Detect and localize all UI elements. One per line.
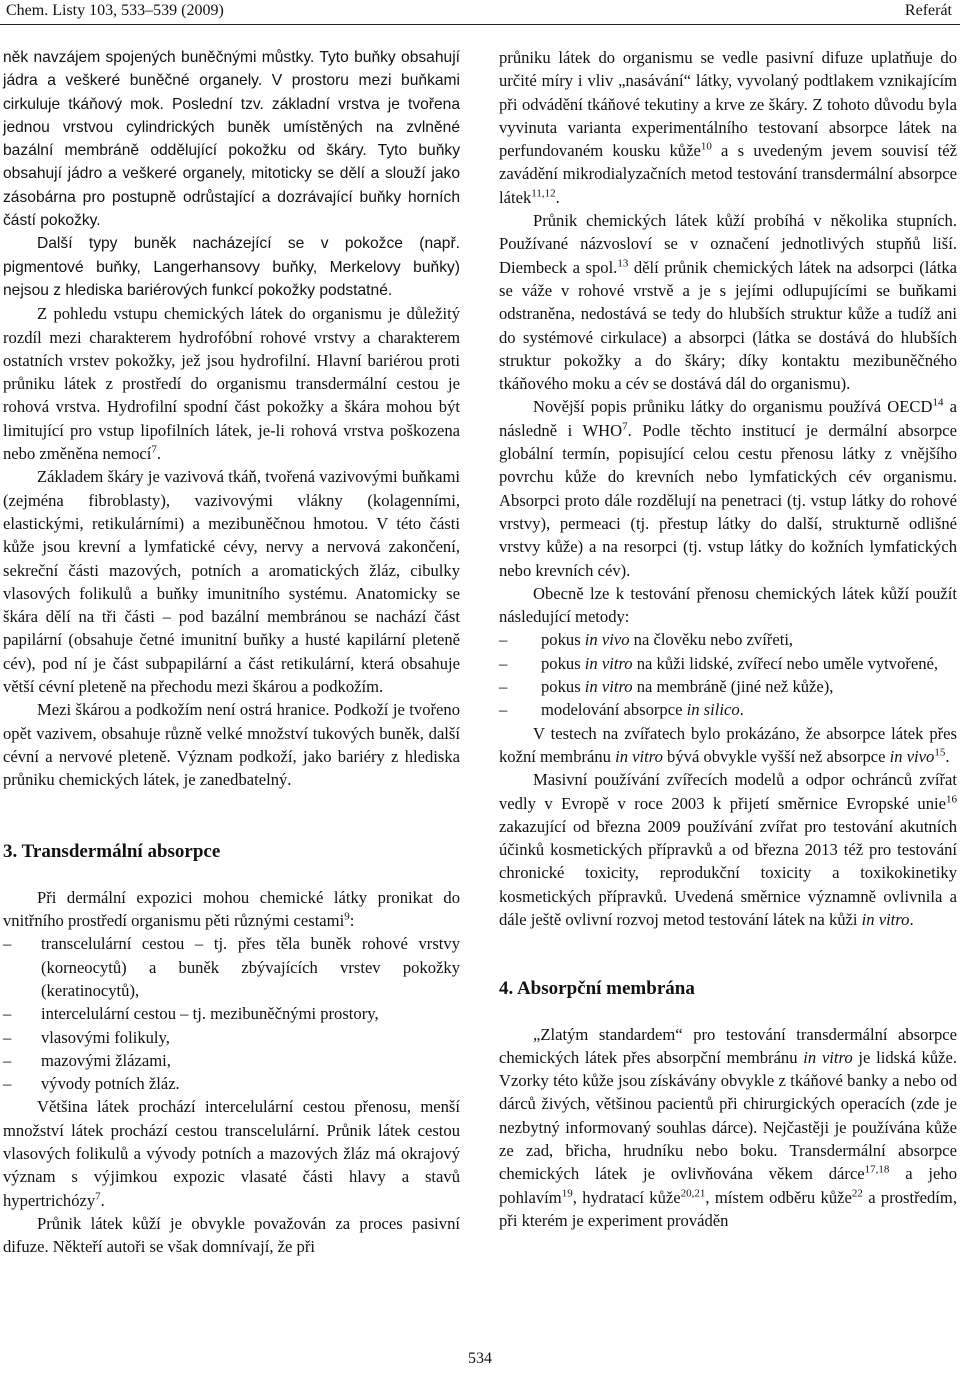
right-column <box>499 46 957 1232</box>
paragraph: Z pohledu vstupu chemických látek do organismu je důležitý rozdíl mezi charakterem hydrofóbní rohové vrstvy a charakterem ostatních vrstev pokožky, jež jsou hydrofilní. Hlavní bariérou proti průniku látek z prostředí do organismu transdermální cestou je rohová vrstva. Hydrofilní spodní část pokožky a škára mohou být limitující pro vstup lipofilních látek, je-li rohová vrstva poškozena nebo změněna nemocí$^7$. <box>3 304 460 464</box>
citation-ref: 7 <box>95 1190 101 1203</box>
page-header <box>0 0 960 22</box>
citation-ref: 14 <box>932 396 944 409</box>
list-item: – pokus in vitro na kůži lidské, zvířecí nebo uměle vytvořené, <box>499 652 957 675</box>
journal-citation: Chem. Listy 103, 533–539 (2009) <box>6 2 224 19</box>
citation-ref: 19 <box>561 1187 573 1200</box>
paragraph: „Zlatým standardem“ pro testování transdermální absorpce chemických látek přes absorpční membránu in vitro je lidská kůže. Vzorky této kůže jsou získávány obvykle z tkáňové banky a nebo od dárců živých, většinou pacientů při chirurgických operacích (zde je nezbytný informovaný souhlas dárce). Nejčastěji je používána kůže ze zad, břicha, hrudníku nebo boku. Transdermální absorpce chemických látek je ovlivňována věkem dárce$^{17,18}$ a jeho pohlavím$^{19}$, hydratací kůže$^{20,21}$, místem odběru kůže$^{22}$ a prostředím, při kterém je experiment prováděn <box>499 1024 958 1230</box>
paragraph: něk navzájem spojených buněčnými můstky. Tyto buňky obsahují jádra a veškeré buněčné organely. V prostoru mezi buňkami cirkuluje tkáňový mok. Poslední tzv. základní vrstva je tvořena jednou vrstvou cylindrických buněk umístěných na zvlněné bazální membráně oddělující pokožku od škáry. Tyto buňky obsahují jádro a veškeré organely, mitoticky se dělí a slouží jako zásobárna pro postupně odrůstající a dozrávající buňky horních částí pokožky. <box>3 49 460 230</box>
citation-ref: 11,12 <box>531 187 556 200</box>
paragraph: Základem škáry je vazivová tkáň, tvořená vazivovými buňkami (zejména fibroblasty), vazivovými vlákny (kolagenními, elastickými, retikulárními) a mezibuněčnou hmotou. V této části kůže jsou krevní a lymfatické cévy, nervy a nervová zakončení, sekreční části mazových, potních a aromatických žláz, cibulky vlasových folikulů a buňky imunitního systému. Anatomicky se škára dělí na tři části – pod bazální membránou se nachází část papilární (obsahuje četné imunitní buňky a husté kapilární pleteně cév), pod ní je část subpapilární a část retikulární, která obsahuje větší cévní pleteně na přechodu mezi škárou a podkožím. <box>3 467 460 697</box>
routes-list <box>3 932 460 1095</box>
paragraph: Další typy buněk nacházející se v pokožce (např. pigmentové buňky, Langerhansovy buňky, Merkelovy buňky) nejsou z hlediska bariérových funkcí pokožky podstatné. <box>3 235 460 299</box>
list-item: – intercelulární cestou – tj. mezibuněčnými prostory, <box>3 1002 460 1025</box>
section-heading-4: 4. Absorpční membrána <box>499 978 695 1000</box>
list-item: – vývody potních žláz. <box>3 1072 460 1095</box>
citation-ref: 20,21 <box>680 1187 706 1200</box>
article-type: Referát <box>904 2 952 19</box>
citation-ref: 22 <box>851 1187 863 1200</box>
list-item: – pokus in vitro na membráně (jiné než kůže), <box>499 675 957 698</box>
paragraph: Novější popis průniku látky do organismu používá OECD$^{14}$ a následně i WHO$^7$. Podle těchto institucí je dermální absorpce globální termín, popisující celou cestu přenosu látky z vnějšího povrchu kůže do krevních nebo lymfatických cév organismu. Absorpci proto dále rozdělují na penetraci (tj. vstup látky do rohové vrstvy), permeaci (tj. přestup látky do další, strukturně odlišné vrstvy kůže) a na resorpci (tj. vstup látky do kožních lymfatických nebo krevních cév). <box>499 396 957 580</box>
paragraph: Většina látek prochází intercelulární cestou přenosu, menší množství látek prochází cestou transcelulární. Průnik látek cestou vlasových folikulů a vývody potních a mazových žláz má okrajový význam s výjimkou expozic vlasaté části hlavy a stavů hypertrichózy$^7$. <box>3 1097 460 1210</box>
paragraph: průniku látek do organismu se vedle pasivní difuze uplatňuje do určité míry i vliv „nasávání“ látky, vyvolaný podtlakem vznikajícím při odvádění tkáňové tekutiny a krve ze škáry. Z tohoto důvodu byla vyvinuta varianta experimentálního testovaní absorpce látek na perfundovaném kousku kůže$^{10}$ a s uvedeným jevem souvisí též zavádění mikrodialyzačních metod testování transdermální absorpce látek$^{11,12}$. <box>499 48 958 207</box>
paragraph: Průnik látek kůží je obvykle považován za proces pasivní difuze. Někteří autoři se však domnívají, že při <box>3 1213 460 1257</box>
paragraph: Masivní používání zvířecích modelů a odpor ochránců zvířat vedly v Evropě v roce 2003 k přijetí směrnice Evropské unie$^{16}$ zakazující od března 2009 používání zvířat pro testování akutních účinků kosmetických přípravků a od března 2013 též pro testování chronické toxicity, reprodukční toxicity a toxikokinetiky kosmetických přípravků. Uvedená směrnice významně ovlivnila a dále ještě ovlivní rozvoj metod testování látek na kůži in vitro. <box>499 770 957 929</box>
list-item: – pokus in vivo na člověku nebo zvířeti, <box>499 628 957 651</box>
citation-ref: 7 <box>151 443 157 456</box>
paragraph: Obecně lze k testování přenosu chemických látek kůží použít následující metody: <box>499 583 957 627</box>
list-item: – vlasovými folikuly, <box>3 1026 460 1049</box>
section-heading-3: 3. Transdermální absorpce <box>3 840 221 862</box>
paragraph: Mezi škárou a podkožím není ostrá hranice. Podkoží je tvořeno opět vazivem, obsahuje různě velké množství tukových buněk, další cévní a nervové pleteně. Význam podkoží, jako bariéry z hlediska průniku chemických látek, je zanedbatelný. <box>3 700 460 790</box>
citation-ref: 7 <box>622 420 628 433</box>
paragraph: Průnik chemických látek kůží probíhá v několika stupních. Používané názvosloví se v označení jednotlivých stupňů liší. Diembeck a spol.$^{13}$ dělí průnik chemických látek na adsorpci (látka se váže v rohové vrstvě a je s jejími odlupujícími se buňkami odstraněna, nedostává se tedy do hlubších struktur kůže a tudíž ani do systémové cirkulace) a absorpci (látka se dostává do hlubších struktur pokožky a do škáry; díky kontaktu mezibuněčného tkáňového moku a cév se dostává dál do organismu). <box>499 211 957 394</box>
citation-ref: 17,18 <box>864 1163 890 1176</box>
list-item: – transcelulární cestou – tj. přes těla buněk rohové vrstvy (korneocytů) a buněk zbývajících vrstev pokožky (keratinocytů), <box>3 932 460 1002</box>
methods-list <box>499 628 957 721</box>
citation-ref: 15 <box>934 746 946 759</box>
citation-ref: 13 <box>617 257 629 270</box>
list-item: – modelování absorpce in silico. <box>499 698 957 721</box>
header-rule <box>0 24 960 25</box>
citation-ref: 16 <box>946 792 957 805</box>
paragraph: V testech na zvířatech bylo prokázáno, že absorpce látek přes kožní membránu in vitro bývá obvykle vyšší než absorpce in vivo$^{15}$. <box>499 723 957 766</box>
citation-ref: 10 <box>700 140 712 153</box>
list-item: – mazovými žlázami, <box>3 1049 460 1072</box>
paragraph: Při dermální expozici mohou chemické látky pronikat do vnitřního prostředí organismu pěti různými cestami$^9$: <box>3 887 460 931</box>
page-number: 534 <box>468 1350 492 1367</box>
citation-ref: 9 <box>344 910 350 923</box>
left-column <box>3 46 460 1259</box>
